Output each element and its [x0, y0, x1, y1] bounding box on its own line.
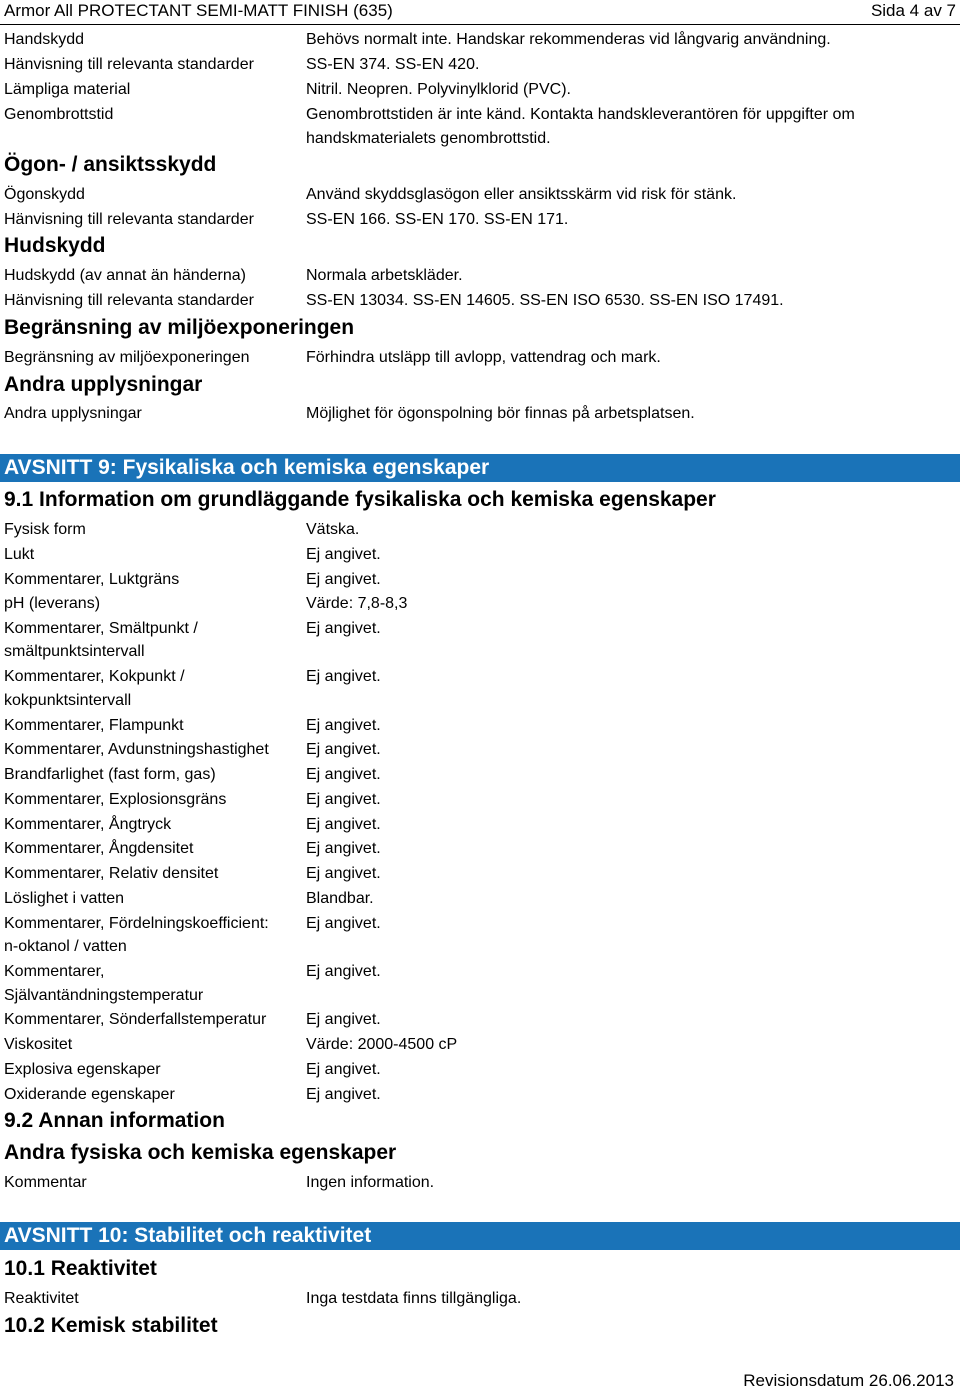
- field-value: SS-EN 374. SS-EN 420.: [306, 56, 480, 73]
- other-info-heading: Andra upplysningar: [4, 373, 203, 396]
- section-10-banner: [0, 1222, 960, 1250]
- property-label: Fysisk form: [4, 521, 86, 538]
- property-value: Ej angivet.: [306, 620, 381, 637]
- property-value: Vätska.: [306, 521, 360, 538]
- skin-protection-heading: Hudskydd: [4, 234, 106, 257]
- property-value: Blandbar.: [306, 890, 374, 907]
- field-label: Lämpliga material: [4, 81, 131, 98]
- field-value: Förhindra utsläpp till avlopp, vattendrag och mark.: [306, 349, 661, 366]
- property-label: Kommentarer, Sönderfallstemperatur: [4, 1011, 267, 1028]
- property-label: Kommentarer, Kokpunkt /: [4, 668, 185, 685]
- property-label: Självantändningstemperatur: [4, 987, 204, 1004]
- property-label: Kommentarer, Explosionsgräns: [4, 791, 227, 808]
- page-header: [0, 0, 960, 25]
- field-label: Reaktivitet: [4, 1290, 79, 1307]
- field-label: Ögonskydd: [4, 186, 85, 203]
- subsection-9-2-heading: 9.2 Annan information: [4, 1109, 225, 1132]
- property-value: Värde: 7,8-8,3: [306, 595, 408, 612]
- field-value: Ingen information.: [306, 1174, 435, 1191]
- field-label: Hänvisning till relevanta standarder: [4, 211, 254, 228]
- section-10-title: AVSNITT 10: Stabilitet och reaktivitet: [4, 1224, 372, 1247]
- property-label: Kommentarer,: [4, 963, 105, 980]
- property-value: Ej angivet.: [306, 963, 381, 980]
- property-label: Kommentarer, Ångdensitet: [4, 840, 194, 857]
- property-value: Ej angivet.: [306, 915, 381, 932]
- property-value: Ej angivet.: [306, 766, 381, 783]
- property-label: smältpunktsintervall: [4, 643, 145, 660]
- subsection-10-1-heading: 10.1 Reaktivitet: [4, 1257, 157, 1280]
- field-label: Begränsning av miljöexponeringen: [4, 349, 250, 366]
- property-value: Ej angivet.: [306, 840, 381, 857]
- field-value: Nitril. Neopren. Polyvinylklorid (PVC).: [306, 81, 571, 98]
- field-value: Behövs normalt inte. Handskar rekommenderas vid långvarig användning.: [306, 31, 831, 48]
- property-value: Värde: 2000-4500 cP: [306, 1036, 458, 1053]
- field-value: handskmaterialets genombrottstid.: [306, 130, 551, 147]
- property-label: kokpunktsintervall: [4, 692, 132, 709]
- property-value: Ej angivet.: [306, 668, 381, 685]
- field-label: Handskydd: [4, 31, 85, 48]
- property-label: Löslighet i vatten: [4, 890, 125, 907]
- field-value: Normala arbetskläder.: [306, 267, 463, 284]
- property-value: Ej angivet.: [306, 546, 381, 563]
- other-properties-heading: Andra fysiska och kemiska egenskaper: [4, 1141, 397, 1164]
- property-label: Kommentarer, Smältpunkt /: [4, 620, 198, 637]
- property-value: Ej angivet.: [306, 865, 381, 882]
- section-9-title: AVSNITT 9: Fysikaliska och kemiska egenskaper: [4, 456, 490, 479]
- property-label: Viskositet: [4, 1036, 73, 1053]
- field-value: Inga testdata finns tillgängliga.: [306, 1290, 522, 1307]
- property-label: Kommentarer, Luktgräns: [4, 571, 180, 588]
- property-label: Kommentarer, Ångtryck: [4, 816, 172, 833]
- property-value: Ej angivet.: [306, 717, 381, 734]
- property-label: Kommentarer, Fördelningskoefficient:: [4, 915, 269, 932]
- revision-date: Revisionsdatum 26.06.2013: [743, 1371, 954, 1390]
- field-value: Använd skyddsglasögon eller ansiktsskärm vid risk för stänk.: [306, 186, 737, 203]
- property-label: Explosiva egenskaper: [4, 1061, 161, 1078]
- property-value: Ej angivet.: [306, 1011, 381, 1028]
- property-value: Ej angivet.: [306, 791, 381, 808]
- section-9-banner: [0, 454, 960, 482]
- page-number: Sida 4 av 7: [870, 1, 956, 20]
- property-label: Oxiderande egenskaper: [4, 1086, 175, 1103]
- environment-heading: Begränsning av miljöexponeringen: [4, 316, 355, 339]
- subsection-10-2-heading: 10.2 Kemisk stabilitet: [4, 1314, 218, 1337]
- field-label: Kommentar: [4, 1174, 87, 1191]
- field-label: Andra upplysningar: [4, 405, 142, 422]
- property-value: Ej angivet.: [306, 1061, 381, 1078]
- property-label: Brandfarlighet (fast form, gas): [4, 766, 216, 783]
- property-label: Kommentarer, Avdunstningshastighet: [4, 741, 269, 758]
- property-label: n-oktanol / vatten: [4, 938, 127, 955]
- field-value: Genombrottstiden är inte känd. Kontakta handskleverantören för uppgifter om: [306, 106, 855, 123]
- field-label: Hänvisning till relevanta standarder: [4, 56, 254, 73]
- field-value: SS-EN 13034. SS-EN 14605. SS-EN ISO 6530. SS-EN ISO 17491.: [306, 292, 784, 309]
- property-label: Kommentarer, Flampunkt: [4, 717, 184, 734]
- property-label: Lukt: [4, 546, 35, 563]
- property-label: Kommentarer, Relativ densitet: [4, 865, 219, 882]
- field-label: Genombrottstid: [4, 106, 114, 123]
- property-value: Ej angivet.: [306, 741, 381, 758]
- property-label: pH (leverans): [4, 595, 101, 612]
- subsection-9-1-heading: 9.1 Information om grundläggande fysikaliska och kemiska egenskaper: [4, 488, 716, 511]
- eye-protection-heading: Ögon- / ansiktsskydd: [4, 153, 217, 176]
- field-value: Möjlighet för ögonspolning bör finnas på arbetsplatsen.: [306, 405, 695, 422]
- property-value: Ej angivet.: [306, 1086, 381, 1103]
- field-label: Hänvisning till relevanta standarder: [4, 292, 254, 309]
- field-value: SS-EN 166. SS-EN 170. SS-EN 171.: [306, 211, 569, 228]
- property-value: Ej angivet.: [306, 816, 381, 833]
- document-title: Armor All PROTECTANT SEMI-MATT FINISH (635): [4, 1, 393, 20]
- property-value: Ej angivet.: [306, 571, 381, 588]
- field-label: Hudskydd (av annat än händerna): [4, 267, 246, 284]
